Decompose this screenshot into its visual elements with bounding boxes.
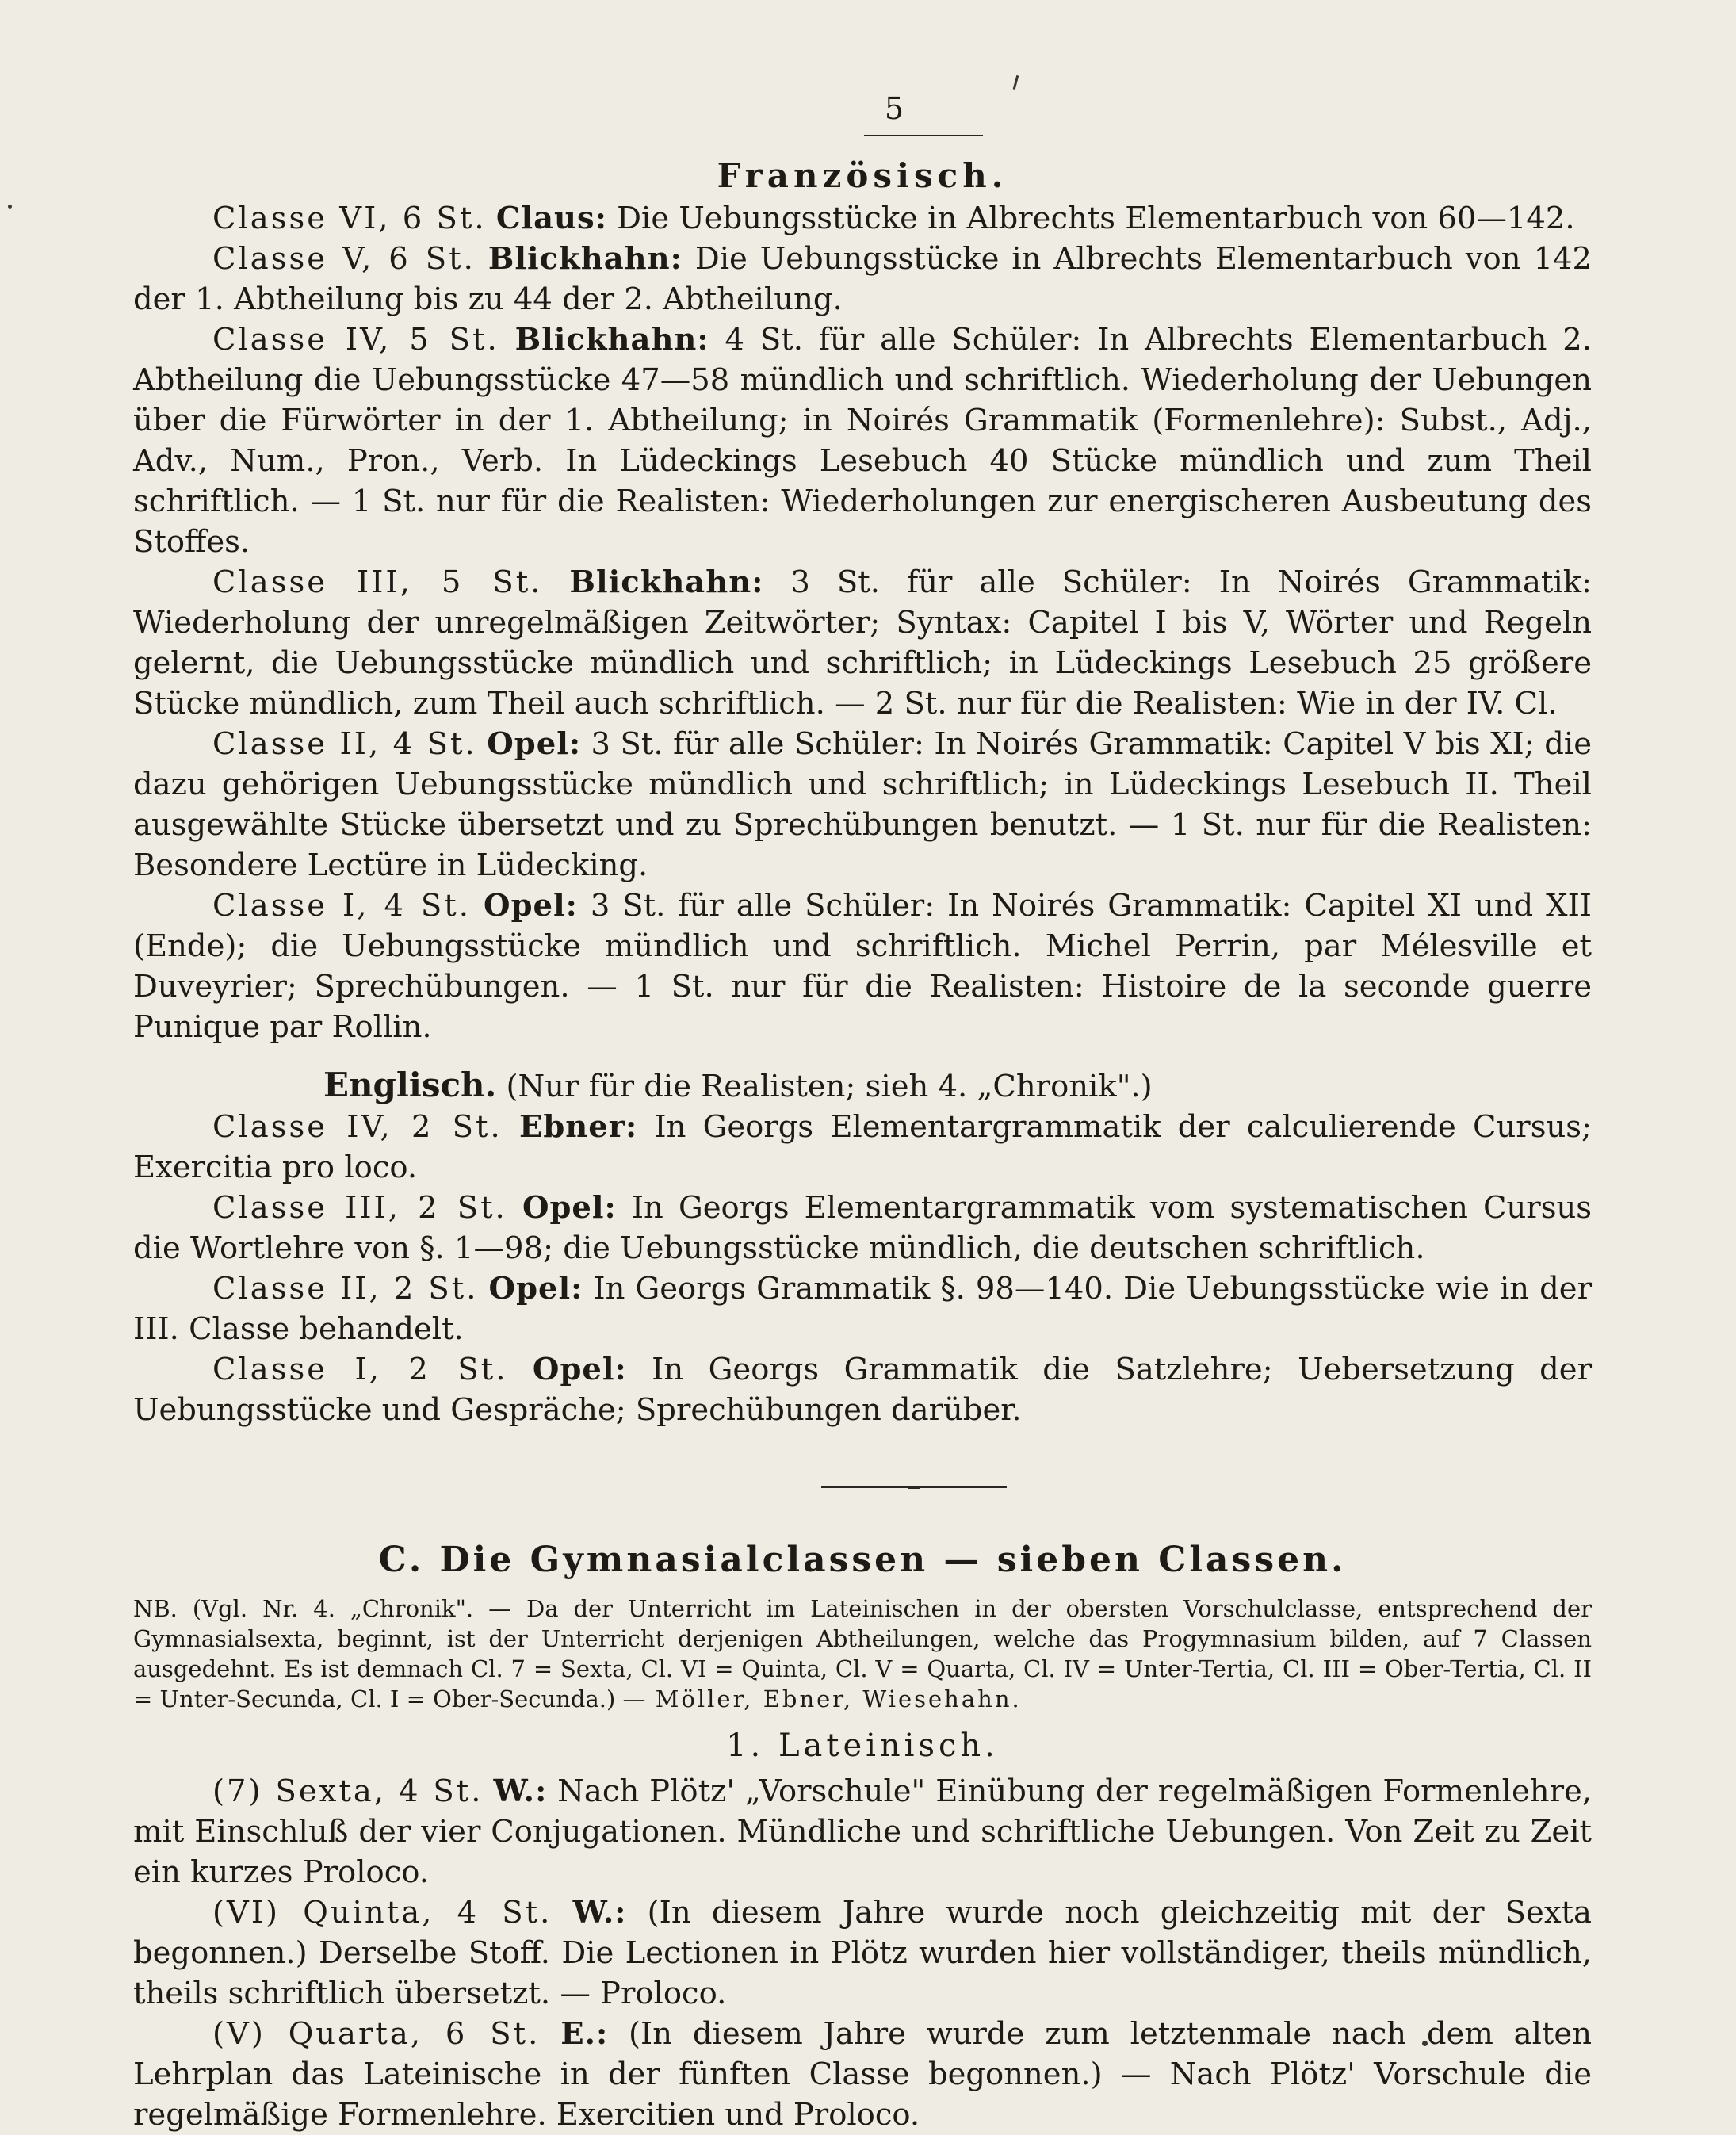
gymnasial-note: NB. (Vgl. Nr. 4. „Chronik". — Da der Unterricht im Lateinischen in der obersten Vorschulclasse, entsprechend der Gymnasialsexta, beginnt, ist der Unterricht derjenigen Abtheilungen, welche das Progymnasium bilden, auf 7 Classen ausgedehnt. Es ist demnach Cl. 7 = Sexta, Cl. VI = Quinta, Cl. V = Quarta, Cl. IV = Unter-Tertia, Cl. III = Ober-Tertia, Cl. II = Unter-Secunda, Cl. I = Ober-Secunda.) — Möller, Ebner, Wiesehahn. (133, 1595, 1592, 1712)
french-class-v: Classe V, 6 St. Blickhahn: Die Uebungsstücke in Albrechts Elementarbuch von 142 der 1. Abtheilung bis zu 44 der 2. Abtheilung. (133, 241, 1592, 317)
latin-sexta: (7) Sexta, 4 St. W.: Nach Plötz' „Vorschule" Einübung der regelmäßigen Formenlehre, mit Einschluß der vier Conjugationen. Mündliche und schriftliche Uebungen. Von Zeit zu Zeit ein kurzes Proloco. (133, 1773, 1592, 1890)
page-number: 5 (884, 91, 904, 126)
section-title-french: Französisch. (717, 156, 1008, 195)
english-class-iv: Classe IV, 2 St. Ebner: In Georgs Elementargrammatik der calculierende Cursus; Exercitia pro loco. (133, 1109, 1592, 1185)
english-class-ii: Classe II, 2 St. Opel: In Georgs Grammatik §. 98—140. Die Uebungsstücke wie in der III. Classe behandelt. (133, 1271, 1592, 1347)
french-class-vi: Classe VI, 6 St. Claus: Die Uebungsstücke in Albrechts Elementarbuch von 60—142. (212, 201, 1575, 236)
french-class-iii: Classe III, 5 St. Blickhahn: 3 St. für alle Schüler: In Noirés Grammatik: Wiederholung der unregelmäßigen Zeitwörter; Syntax: Capitel I bis V, Wörter und Regeln gelernt, die Uebungsstücke mündlich und schriftlich; in Lüdeckings Lesebuch 25 größere Stücke mündlich, zum Theil auch schriftlich. — 2 St. nur für die Realisten: Wie in der IV. Cl. (133, 564, 1592, 721)
latin-quinta: (VI) Quinta, 4 St. W.: (In diesem Jahre wurde noch gleichzeitig mit der Sexta begonnen.) Derselbe Stoff. Die Lectionen in Plötz wurden hier vollständiger, theils mündlich, theils schriftlich übersetzt. — Proloco. (133, 1895, 1592, 2011)
ink-speck (1013, 75, 1019, 90)
english-class-iii: Classe III, 2 St. Opel: In Georgs Elementargrammatik vom systematischen Cursus die Wortlehre von §. 1—98; die Uebungsstücke mündlich, die deutschen schriftlich. (133, 1190, 1593, 1266)
section-separator (133, 1486, 1592, 1489)
latin-quarta: (V) Quarta, 6 St. E.: (In diesem Jahre wurde zum letztenmale nach dem alten Lehrplan das Lateinische in der fünften Classe begonnen.) — Nach Plötz' Vorschule die regelmäßige Formenlehre. Exercitien und Proloco. (133, 2016, 1592, 2133)
section-title-english: Englisch. (Nur für die Realisten; sieh 4. „Chronik".) (323, 1066, 1153, 1104)
document-page (133, 89, 1592, 2135)
french-class-i: Classe I, 4 St. Opel: 3 St. für alle Schüler: In Noirés Grammatik: Capitel XI und XII (Ende); die Uebungsstücke mündlich und schriftlich. Michel Perrin, par Mélesville et Duveyrier; Sprechübungen. — 1 St. nur für die Realisten: Histoire de la seconde guerre Punique par Rollin. (133, 888, 1593, 1045)
french-class-iv: Classe IV, 5 St. Blickhahn: 4 St. für alle Schüler: In Albrechts Elementarbuch 2. Abtheilung die Uebungsstücke 47—58 mündlich und schriftlich. Wiederholung der Uebungen über die Fürwörter in der 1. Abtheilung; in Noirés Grammatik (Formenlehre): Subst., Adj., Adv., Num., Pron., Verb. In Lüdeckings Lesebuch 40 Stücke mündlich und zum Theil schriftlich. — 1 St. nur für die Realisten: Wiederholungen zur energischeren Ausbeutung des Stoffes. (133, 322, 1592, 560)
english-class-i: Classe I, 2 St. Opel: In Georgs Grammatik die Satzlehre; Uebersetzung der Uebungsstücke und Gespräche; Sprechübungen darüber. (133, 1352, 1592, 1428)
page-number-rule (864, 135, 983, 136)
french-class-ii: Classe II, 4 St. Opel: 3 St. für alle Schüler: In Noirés Grammatik: Capitel V bis XI; die dazu gehörigen Uebungsstücke mündlich und schriftlich; in Lüdeckings Lesebuch II. Theil ausgewählte Stücke übersetzt und zu Sprechübungen benutzt. — 1 St. nur für die Realisten: Besondere Lectüre in Lüdecking. (133, 726, 1592, 883)
ink-speck (8, 205, 12, 209)
section-title-gymnasial: C. Die Gymnasialclassen — sieben Classen. (378, 1540, 1347, 1580)
subsection-title-latin: 1. Lateinisch. (726, 1728, 999, 1764)
